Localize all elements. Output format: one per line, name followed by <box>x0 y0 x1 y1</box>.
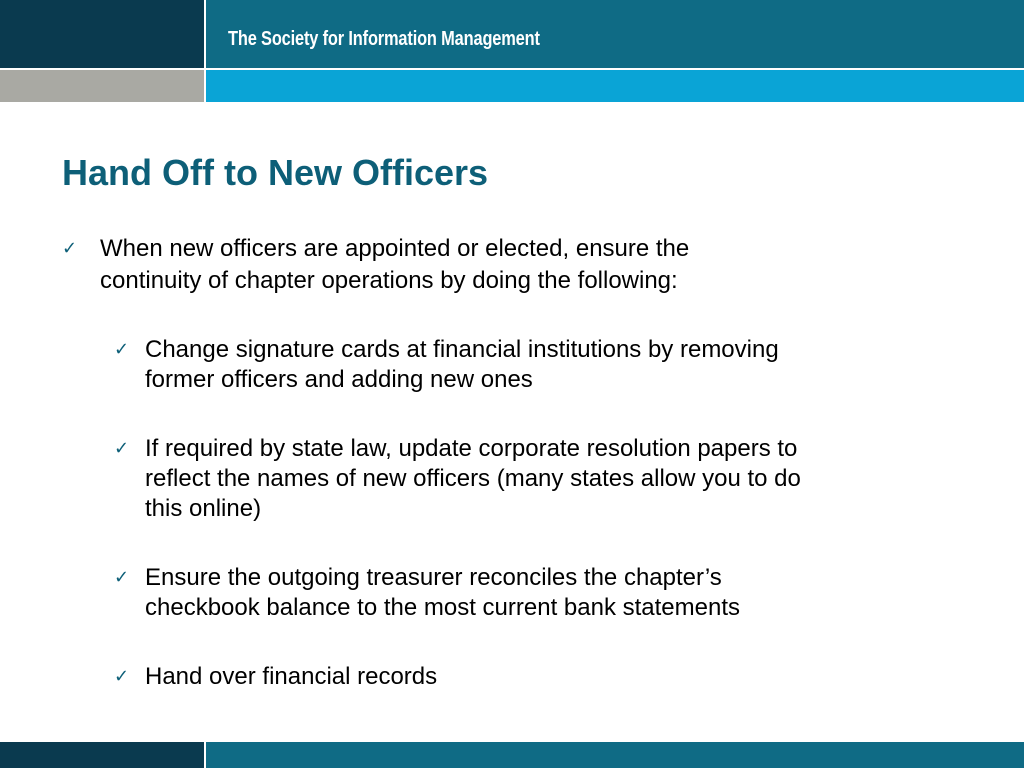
bullet-line: Hand over financial records <box>145 663 438 690</box>
sub-bullet-item <box>114 662 974 692</box>
checkmark-icon: ✓ <box>114 666 130 687</box>
bullet-line: Change signature cards at financial institutions by removing <box>145 336 779 363</box>
bullet-line: Ensure the outgoing treasurer reconciles the chapter’s <box>145 564 722 591</box>
bullet-line: former officers and adding new ones <box>145 366 533 393</box>
checkmark-icon: ✓ <box>62 238 78 259</box>
checkmark-icon: ✓ <box>114 567 130 588</box>
bullet-line: reflect the names of new officers (many states allow you to do <box>145 465 801 492</box>
organization-name: The Society for Information Management <box>228 28 540 50</box>
bullet-line: checkbook balance to the most current bank statements <box>145 594 740 621</box>
bullet-line: continuity of chapter operations by doing the following: <box>100 267 678 294</box>
header-left-block <box>0 0 204 68</box>
sub-bullet-item <box>114 335 974 395</box>
checkmark-icon: ✓ <box>114 438 130 459</box>
sub-bullet-item <box>114 434 974 524</box>
header-separator <box>0 68 1024 70</box>
checkmark-icon: ✓ <box>114 339 130 360</box>
bullet-line: this online) <box>145 495 262 522</box>
sub-bullet-item <box>114 563 974 623</box>
footer-left-block <box>0 742 204 768</box>
header-accent-strip <box>206 70 1024 102</box>
bullet-item <box>62 234 962 294</box>
header-accent-strip-left <box>0 70 204 102</box>
slide-title: Hand Off to New Officers <box>62 152 489 193</box>
header-divider <box>204 0 206 102</box>
footer-banner <box>206 742 1024 768</box>
bullet-line: If required by state law, update corporate resolution papers to <box>145 435 798 462</box>
bullet-line: When new officers are appointed or elected, ensure the <box>100 235 690 262</box>
footer-divider <box>204 742 206 768</box>
